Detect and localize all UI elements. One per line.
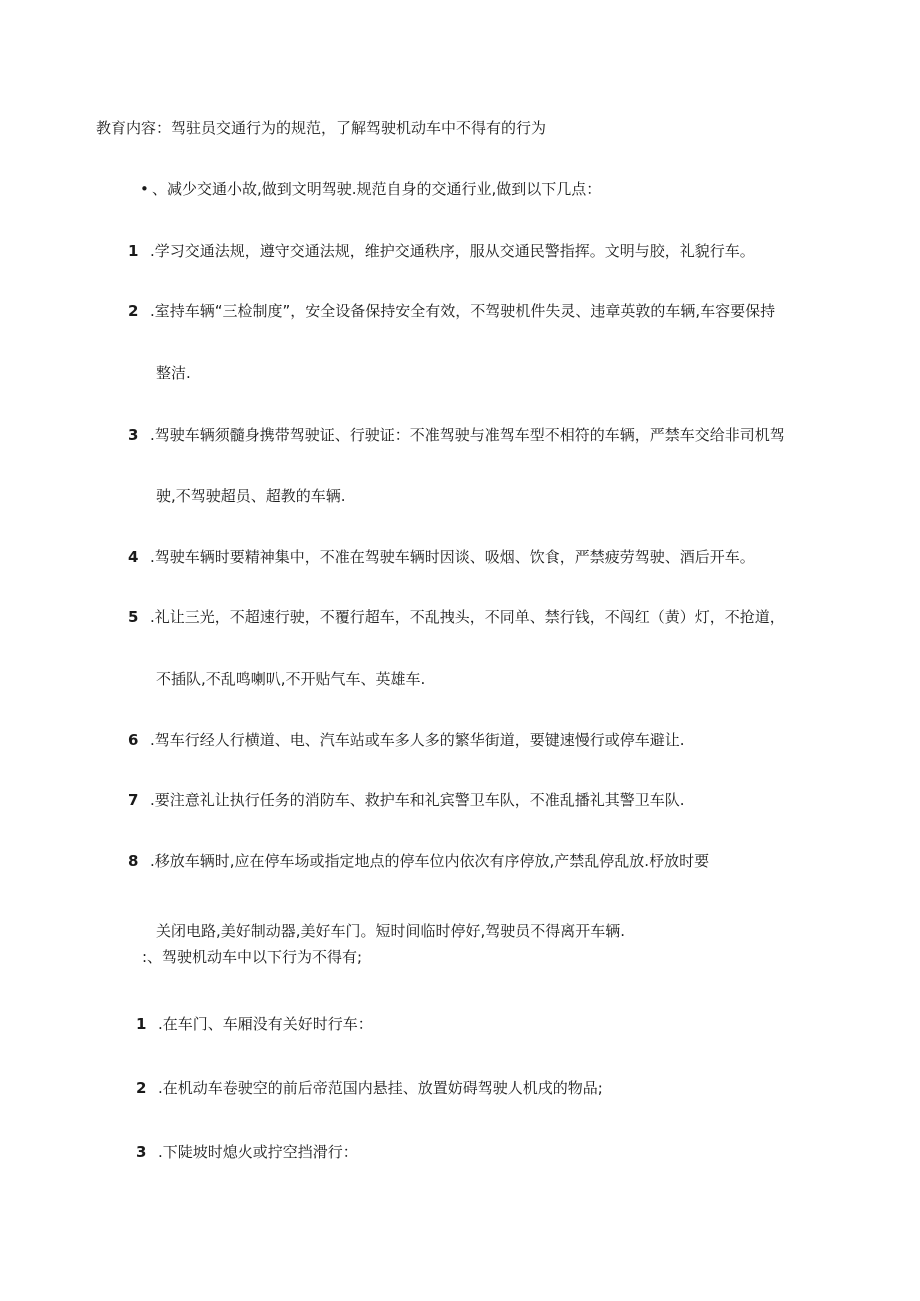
item-continuation: 整洁. xyxy=(156,364,191,382)
item-number: 1 xyxy=(128,242,139,260)
list-item xyxy=(136,1014,373,1034)
item-text: .要注意礼让执行任务的消防车、救护车和礼宾警卫车队，不准乱播礼其警卫车队. xyxy=(150,791,685,809)
list-item xyxy=(128,730,685,750)
list-item xyxy=(128,607,785,627)
item-text: .礼让三光，不超速行驶，不覆行超车，不乱拽头，不同单、禁行钱，不闯红（黄）灯，不抢道， xyxy=(150,608,785,626)
item-text: .在车门、车厢没有关好时行车： xyxy=(158,1015,373,1033)
item-number: 4 xyxy=(128,548,139,566)
item-text: .下陡坡时熄火或拧空挡滑行： xyxy=(158,1143,358,1161)
list-item xyxy=(128,425,785,445)
list-item xyxy=(128,851,709,871)
item-number: 3 xyxy=(136,1143,147,1161)
document-heading: 教育内容：驾驻员交通行为的规范，了解驾驶机动车中不得有的行为 xyxy=(96,119,547,137)
item-number: 3 xyxy=(128,426,139,444)
item-continuation: 不插队,不乱鸣喇叭,不开贴气车、英雄车. xyxy=(156,670,426,688)
list-item xyxy=(136,1078,603,1098)
item-text: .驾车行经人行横道、电、汽车站或车多人多的繁华街道，要键速慢行或停车避让. xyxy=(150,731,685,749)
list-item xyxy=(128,301,775,321)
item-text: .学习交通法规，遵守交通法规，维护交通秩序，服从交通民警指挥。文明与胶，礼貌行车。 xyxy=(150,242,755,260)
item-text: .驾驶车辆须髓身携带驾驶证、行驶证：不准驾驶与准驾车型不相符的车辆，严禁车交给非司机驾 xyxy=(150,426,785,444)
list-item xyxy=(136,1142,358,1162)
item-number: 6 xyxy=(128,731,139,749)
list-item xyxy=(128,790,685,810)
list-item xyxy=(128,547,755,567)
item-continuation: 驶,不驾驶超员、超教的车辆. xyxy=(156,487,346,505)
item-number: 7 xyxy=(128,791,139,809)
item-continuation: 关闭电路,美好制动器,美好车门。短时间临时停好,驾驶员不得离开车辆. xyxy=(156,922,626,940)
item-text: .在机动车卷驶空的前后帝范国内悬挂、放置妨碍驾驶人机戌的物品; xyxy=(158,1079,603,1097)
item-number: 8 xyxy=(128,852,139,870)
item-text: .室持车辆“三检制度”，安全设备保持安全有效，不驾驶机件失灵、违章英敦的车辆,车容要保持 xyxy=(150,302,776,320)
item-text: .移放车辆时,应在停车场或指定地点的停车位内依次有序停放,产禁乱停乱放.杼放时要 xyxy=(150,852,710,870)
section-1-title xyxy=(140,179,601,199)
item-number: 2 xyxy=(136,1079,147,1097)
list-item xyxy=(128,241,755,261)
item-text: .驾驶车辆时要精神集中，不准在驾驶车辆时因谈、吸烟、饮食，严禁疲劳驾驶、酒后开车。 xyxy=(150,548,755,566)
item-number: 1 xyxy=(136,1015,147,1033)
section-2-title: :、驾驶机动车中以下行为不得有; xyxy=(142,948,363,966)
section-1-title-text: 、减少交通小故,做到文明驾驶.规范自身的交通行业,做到以下几点： xyxy=(152,180,602,198)
item-number: 5 xyxy=(128,608,139,626)
item-number: 2 xyxy=(128,302,139,320)
bullet-icon: • xyxy=(140,180,149,198)
